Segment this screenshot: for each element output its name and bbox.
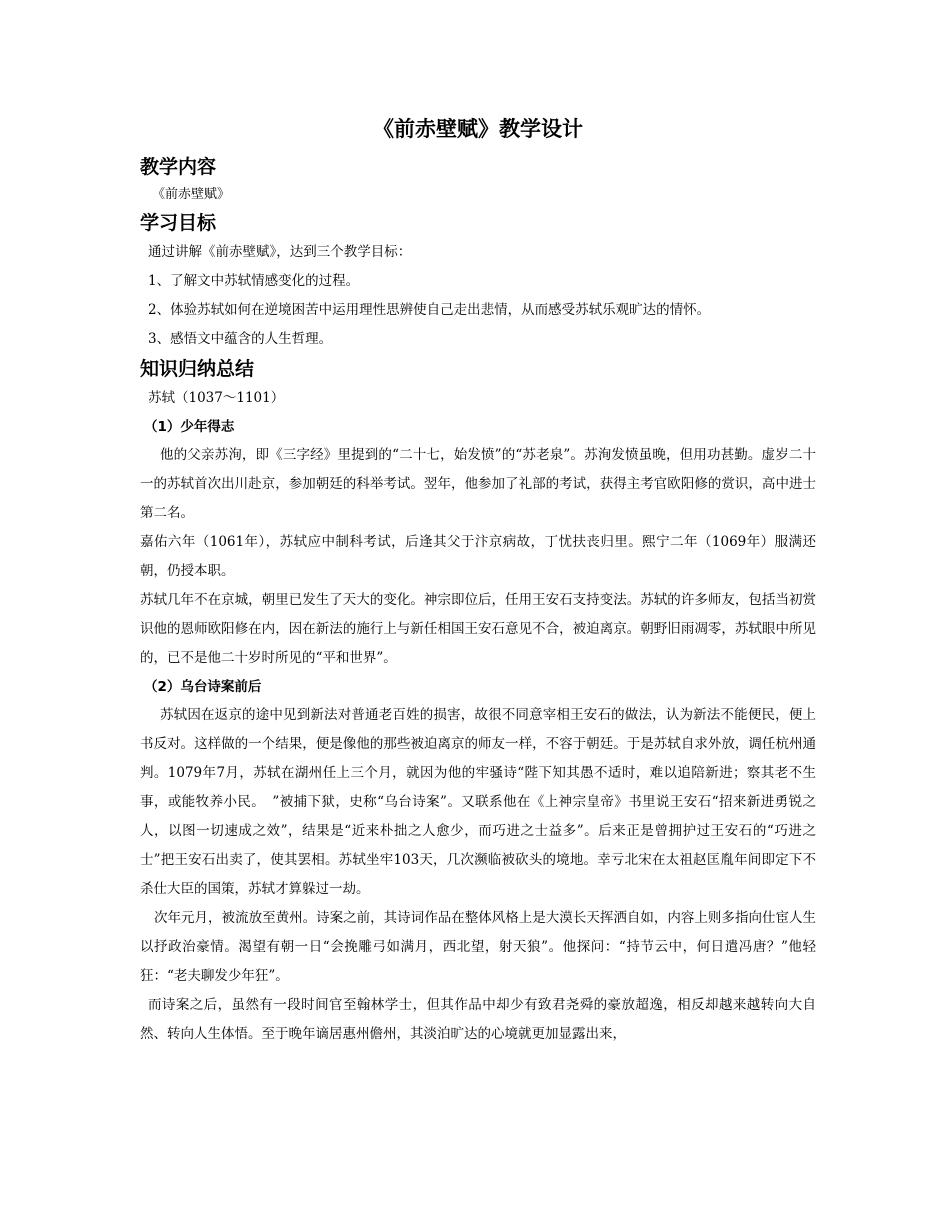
paragraph: 而诗案之后，虽然有一段时间官至翰林学士，但其作品中却少有致君尧舜的豪放超逸，相反却越来越转向大自然、转向人生体悟。至于晚年谪居惠州儋州，其淡泊旷达的心境就更加显露出来，: [140, 997, 816, 1042]
heading-learning-goals: 学习目标: [140, 212, 217, 234]
paragraph: 他的父亲苏洵，即《三字经》里提到的“二十七，始发愤”的“苏老泉”。苏洵发愤虽晚，但用功甚勤。虚岁二十一的苏轼首次出川赴京，参加朝廷的科举考试。翌年，他参加了礼部的考试，获得主考官欧阳修的赏识，高中进士第二名。: [140, 447, 816, 521]
subject-line: 苏轼（1037～1101）: [148, 390, 285, 406]
document-title: 《前赤壁赋》教学设计: [373, 117, 583, 141]
heading-part1: （1）少年得志: [144, 419, 235, 435]
teaching-content-text: 《前赤壁赋》: [152, 187, 231, 202]
goals-intro: 通过讲解《前赤壁赋》，达到三个教学目标：: [148, 244, 412, 260]
document-page: [140, 112, 816, 1049]
heading-knowledge-summary: 知识归纳总结: [140, 358, 255, 380]
goal-item: 1、了解文中苏轼情感变化的过程。: [148, 273, 360, 289]
goal-item: 2、体验苏轼如何在逆境困苦中运用理性思辨使自己走出悲情，从而感受苏轼乐观旷达的情怀。: [148, 302, 711, 318]
paragraph: 苏轼因在返京的途中见到新法对普通老百姓的损害，故很不同意宰相王安石的做法，认为新法不能便民，便上书反对。这样做的一个结果，便是像他的那些被迫离京的师友一样，不容于朝廷。于是苏轼自求外放，调任杭州通判。1079年7月，苏轼在湖州任上三个月，就因为他的牢骚诗“陛下知其愚不适时，难以追陪新进；察其老不生事，或能牧养小民。 ”被捕下狱，史称“乌台诗案”。又联系他在《上神宗皇帝》书里说王安石“招来新进勇锐之人，以图一切速成之效”，结果是“近来朴拙之人愈少，而巧进之士益多”。后来正是曾拥护过王安石的“巧进之士”把王安石出卖了，使其罢相。苏轼坐牢103天，几次濒临被砍头的境地。幸亏北宋在太祖赵匡胤年间即定下不杀仕大臣的国策，苏轼才算躲过一劫。: [140, 707, 816, 897]
goal-item: 3、感悟文中蕴含的人生哲理。: [148, 331, 333, 347]
paragraph: 苏轼几年不在京城，朝里已发生了天大的变化。神宗即位后，任用王安石支持变法。苏轼的许多师友，包括当初赏识他的恩师欧阳修在内，因在新法的施行上与新任相国王安石意见不合，被迫离京。朝野旧雨凋零，苏轼眼中所见的，已不是他二十岁时所见的“平和世界”。: [140, 592, 816, 666]
heading-teaching-content: 教学内容: [140, 156, 217, 178]
paragraph: 次年元月，被流放至黄州。诗案之前，其诗词作品在整体风格上是大漠长天挥洒自如，内容上则多指向仕宦人生以抒政治豪情。渴望有朝一日“会挽雕弓如满月，西北望，射天狼”。他探问：“持节云中，何日遣冯唐？”他轻狂：“老夫聊发少年狂”。: [140, 910, 816, 984]
paragraph: 嘉佑六年（1061年），苏轼应中制科考试，后逢其父于汴京病故，丁忧扶丧归里。熙宁二年（1069年）服满还朝，仍授本职。: [140, 534, 816, 579]
heading-part2: （2）乌台诗案前后: [144, 679, 262, 695]
